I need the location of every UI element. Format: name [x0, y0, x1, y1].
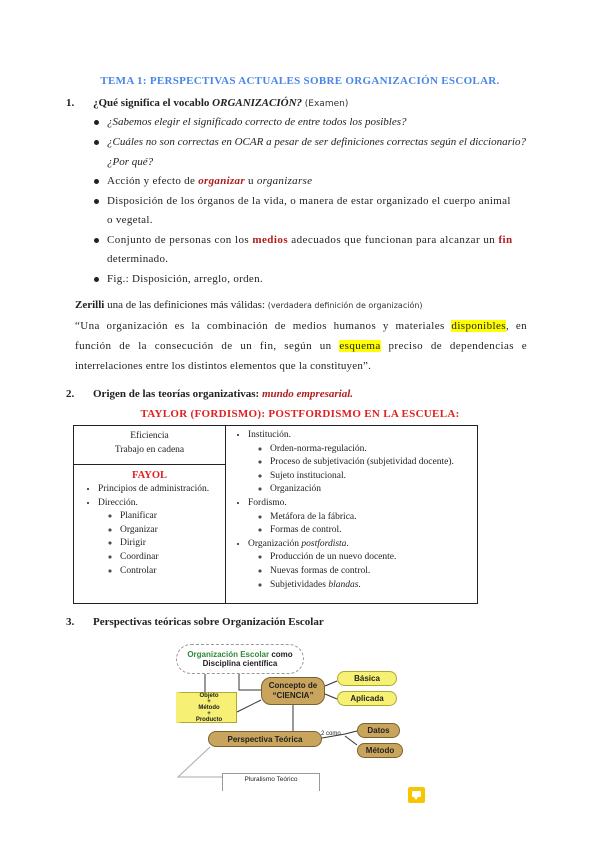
list-item: Conjunto de personas con los medios adecuados que funcionan para alcanzar un fin [107, 234, 513, 246]
list-item: ¿Cuáles no son correctas en OCAR a pesar de ser definiciones correctas según el diccionario? [107, 136, 526, 148]
document-title: TEMA 1: PERSPECTIVAS ACTUALES SOBRE ORGANIZACIÓN ESCOLAR. [100, 75, 500, 87]
list-item: Fig.: Disposición, arreglo, orden. [107, 273, 263, 285]
quote-line: “Una organización es la combinación de medios humanos y materiales disponibles, en [75, 320, 528, 332]
quote-line: función de la consecución de un fin, según un esquema preciso de dependencias e [75, 340, 527, 352]
node-organizacion-escolar: Organización Escolar como Disciplina científica [176, 644, 304, 674]
section-number: 2. [66, 388, 75, 400]
table-cell: FAYOL • Principios de administración. • Dirección. ◦ Planificar ◦ Organizar ◦ Dirigir ◦ Coordinar ◦ Controlar [74, 465, 226, 604]
node-pluralismo-teorico: Pluralismo Teórico [222, 773, 320, 791]
highlight: disponibles [451, 320, 506, 332]
node-datos: Datos [357, 723, 400, 738]
table-cell: Eficiencia Trabajo en cadena [74, 426, 226, 465]
heading-text: ¿Qué significa el vocablo [93, 97, 213, 109]
section-heading: Perspectivas teóricas sobre Organización Escolar [93, 616, 324, 628]
zerilli-intro: Zerilli una de las definiciones más válidas: (verdadera definición de organización) [75, 299, 423, 311]
subheading: TAYLOR (FORDISMO): POSTFORDISMO EN LA ESCUELA: [140, 408, 460, 420]
node-objeto-metodo-producto: Objeto + Método + Producto [176, 692, 237, 723]
section-number: 3. [66, 616, 75, 628]
handwritten-note: (verdadera definición de organización) [267, 301, 423, 310]
quote-line: interrelaciones entre los distintos elementos que la constituyen”. [75, 360, 372, 372]
node-aplicada: Aplicada [337, 691, 397, 706]
list-item-cont: ¿Por qué? [107, 156, 154, 168]
comment-icon[interactable] [408, 787, 425, 803]
table-cell: • Institución. ◦ Orden-norma-regulación. ◦ Proceso de subjetivación (subjetividad docente). ◦ Sujeto institucional. ◦ Organización • Fordismo. ◦ Metáfora de la fábrica. ◦ Formas de control. • Organización postfordista. ◦ Producción de un nuevo docente. ◦ Nuevas formas de control. ◦ Subjetividades blandas. [226, 426, 478, 604]
list-item: Acción y efecto de organizar u organizarse [107, 175, 313, 187]
highlight: esquema [339, 340, 381, 352]
section-heading: Origen de las teorías organizativas: mundo empresarial. [93, 388, 354, 400]
node-perspectiva-teorica: Perspectiva Teórica [208, 731, 322, 747]
handwritten-note: (Examen) [304, 99, 349, 109]
heading-italic: ORGANIZACIÓN? [212, 97, 303, 109]
list-item: ¿Sabemos elegir el significado correcto de entre todos los posibles? [107, 116, 407, 128]
list-item-cont: o vegetal. [107, 214, 153, 226]
list-item: Disposición de los órganos de la vida, o manera de estar organizado el cuerpo animal [107, 195, 511, 207]
node-metodo: Método [357, 743, 403, 758]
node-basica: Básica [337, 671, 397, 686]
section-number: 1. [66, 97, 75, 109]
node-concepto-ciencia: Concepto de “CIENCIA” [261, 677, 325, 705]
connector-label: 2 como [321, 731, 341, 737]
list-item-cont: determinado. [107, 253, 169, 265]
